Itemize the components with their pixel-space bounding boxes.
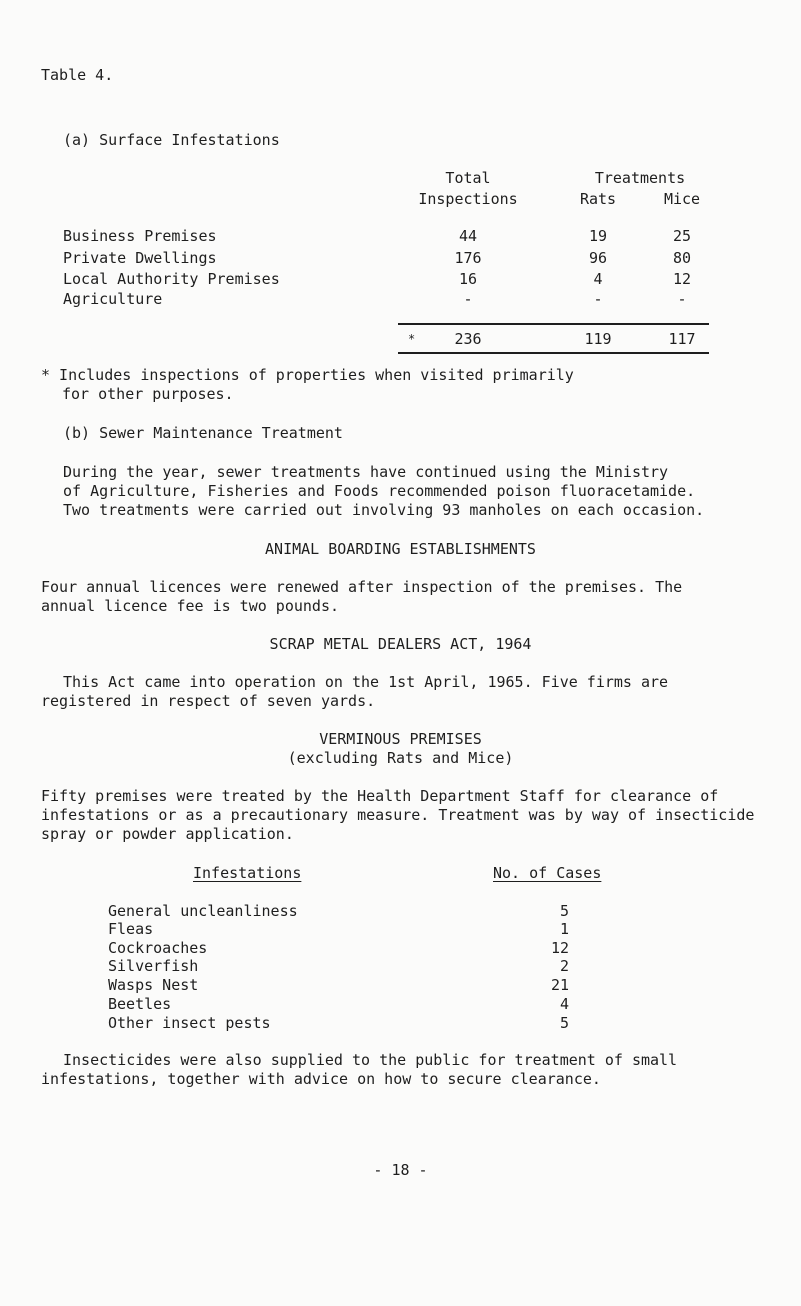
infestation-cases: 21 xyxy=(550,976,569,994)
totals-top-rule xyxy=(398,323,709,325)
infestation-label: Wasps Nest xyxy=(108,976,199,994)
animal-boarding-heading: ANIMAL BOARDING ESTABLISHMENTS xyxy=(265,540,536,558)
totals-total: 236 xyxy=(454,330,482,348)
infestation-label: Cockroaches xyxy=(108,939,208,957)
row-total: 16 xyxy=(458,270,478,288)
row-rats: 19 xyxy=(588,227,608,245)
table-title: Table 4. xyxy=(41,66,114,84)
infestation-cases: 5 xyxy=(559,1014,569,1032)
paragraph-line: Two treatments were carried out involving 93 manholes on each occasion. xyxy=(63,501,705,519)
footnote-continued: for other purposes. xyxy=(62,385,234,403)
col-header-rats: Rats xyxy=(579,190,617,208)
col-header-infestations: Infestations xyxy=(193,864,302,882)
totals-marker: * xyxy=(408,332,416,346)
infestation-label: General uncleanliness xyxy=(108,902,298,920)
row-total: - xyxy=(463,290,473,308)
row-rats: - xyxy=(593,290,603,308)
infestation-cases: 12 xyxy=(550,939,569,957)
paragraph-line: Fifty premises were treated by the Health Department Staff for clearance of xyxy=(41,787,719,805)
paragraph-line: of Agriculture, Fisheries and Foods recommended poison fluoracetamide. xyxy=(63,482,696,500)
paragraph-line: During the year, sewer treatments have continued using the Ministry xyxy=(63,463,669,481)
row-label: Business Premises xyxy=(63,227,217,245)
infestation-cases: 1 xyxy=(559,920,569,938)
paragraph-line: infestations, together with advice on how to secure clearance. xyxy=(41,1070,601,1088)
totals-bottom-rule xyxy=(398,352,709,354)
page-number: - 18 - xyxy=(373,1161,428,1179)
col-header-cases: No. of Cases xyxy=(493,864,602,882)
infestation-cases: 5 xyxy=(559,902,569,920)
col-header-inspections: Inspections xyxy=(418,190,518,208)
row-mice: - xyxy=(677,290,687,308)
paragraph-line: Four annual licences were renewed after inspection of the premises. The xyxy=(41,578,683,596)
row-label: Private Dwellings xyxy=(63,249,217,267)
infestation-cases: 2 xyxy=(559,957,569,975)
totals-mice: 117 xyxy=(668,330,696,348)
infestation-label: Fleas xyxy=(108,920,154,938)
infestation-label: Other insect pests xyxy=(108,1014,271,1032)
row-rats: 96 xyxy=(588,249,608,267)
row-label: Local Authority Premises xyxy=(63,270,280,288)
footnote: * Includes inspections of properties when visited primarily xyxy=(41,366,574,384)
infestation-label: Beetles xyxy=(108,995,172,1013)
col-header-treatments: Treatments xyxy=(594,169,686,187)
infestation-cases: 4 xyxy=(559,995,569,1013)
totals-rats: 119 xyxy=(584,330,612,348)
row-mice: 12 xyxy=(672,270,692,288)
verminous-heading: VERMINOUS PREMISES xyxy=(319,730,482,748)
infestation-label: Silverfish xyxy=(108,957,199,975)
row-mice: 80 xyxy=(672,249,692,267)
section-b-heading: (b) Sewer Maintenance Treatment xyxy=(63,424,343,442)
row-rats: 4 xyxy=(593,270,603,288)
section-a-heading: (a) Surface Infestations xyxy=(63,131,280,149)
verminous-subheading: (excluding Rats and Mice) xyxy=(287,749,514,767)
paragraph-line: annual licence fee is two pounds. xyxy=(41,597,340,615)
col-header-total: Total xyxy=(445,169,491,187)
paragraph-line: registered in respect of seven yards. xyxy=(41,692,376,710)
paragraph-line: spray or powder application. xyxy=(41,825,294,843)
row-total: 176 xyxy=(454,249,482,267)
row-mice: 25 xyxy=(672,227,692,245)
row-label: Agriculture xyxy=(63,290,163,308)
col-header-mice: Mice xyxy=(663,190,701,208)
paragraph-line: This Act came into operation on the 1st April, 1965. Five firms are xyxy=(63,673,669,691)
row-total: 44 xyxy=(458,227,478,245)
paragraph-line: Insecticides were also supplied to the public for treatment of small xyxy=(63,1051,678,1069)
scrap-metal-heading: SCRAP METAL DEALERS ACT, 1964 xyxy=(269,635,532,653)
paragraph-line: infestations or as a precautionary measure. Treatment was by way of insecticide xyxy=(41,806,755,824)
